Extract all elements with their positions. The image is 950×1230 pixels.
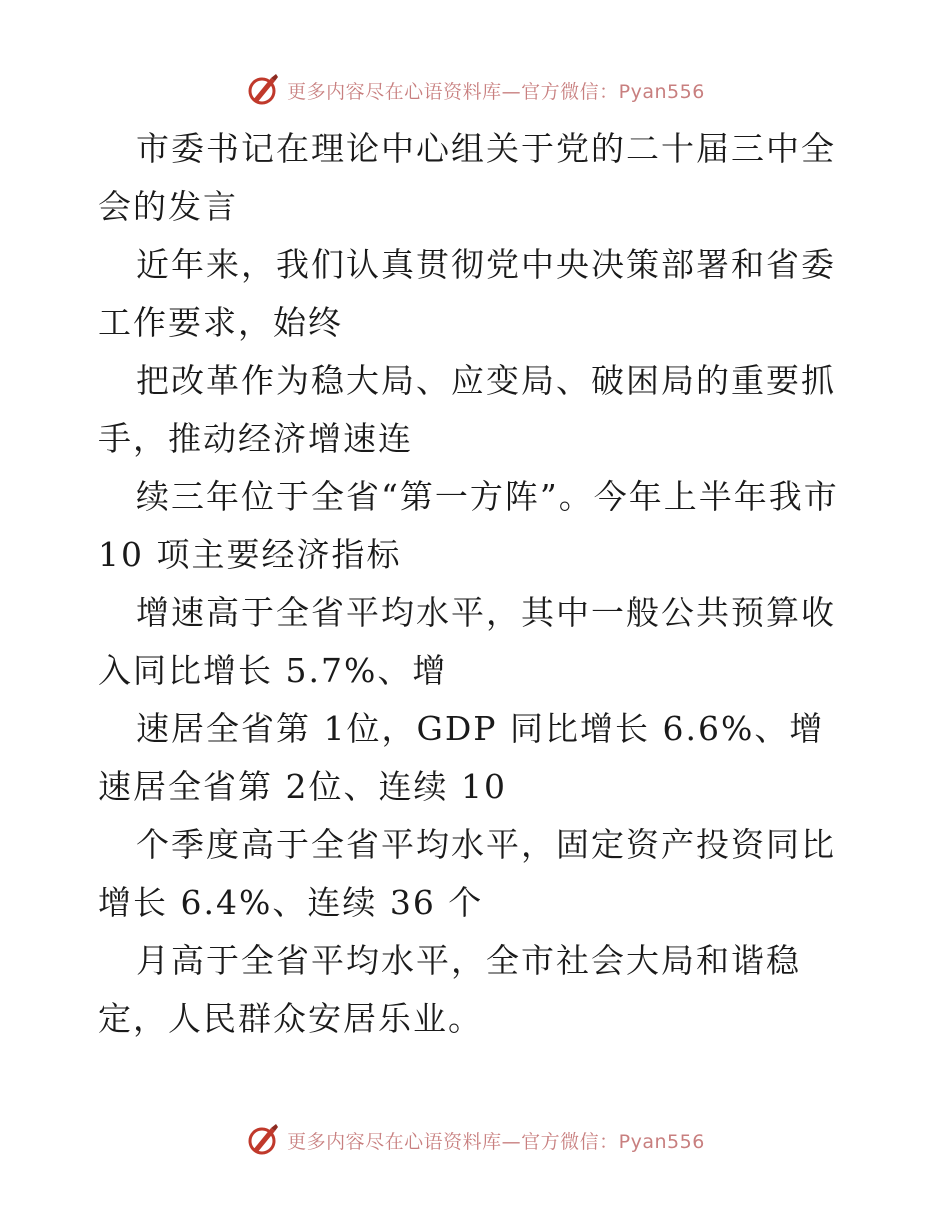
pen-logo-icon xyxy=(245,1122,281,1158)
document-body xyxy=(98,120,858,1048)
paragraph-title: 市委书记在理论中心组关于党的二十届三中全会的发言 xyxy=(98,129,836,226)
paragraph: 月高于全省平均水平，全市社会大局和谐稳定，人民群众安居乐业。 xyxy=(98,941,801,1038)
header-banner xyxy=(0,68,950,112)
paragraph: 把改革作为稳大局、应变局、破困局的重要抓手，推动经济增速连 xyxy=(98,361,836,458)
paragraph: 个季度高于全省平均水平，固定资产投资同比增长 6.4%、连续 36 个 xyxy=(98,825,836,922)
paragraph: 近年来，我们认真贯彻党中央决策部署和省委工作要求，始终 xyxy=(98,245,836,342)
header-banner-text: 更多内容尽在心语资料库—官方微信：Pyan556 xyxy=(287,80,705,103)
paragraph: 增速高于全省平均水平，其中一般公共预算收入同比增长 5.7%、增 xyxy=(98,593,836,690)
pen-logo-icon xyxy=(245,72,281,108)
paragraph: 续三年位于全省“第一方阵”。今年上半年我市 10 项主要经济指标 xyxy=(98,477,839,574)
footer-banner xyxy=(0,1118,950,1162)
footer-banner-text: 更多内容尽在心语资料库—官方微信：Pyan556 xyxy=(287,1130,705,1153)
paragraph: 速居全省第 1位，GDP 同比增长 6.6%、增速居全省第 2位、连续 10 xyxy=(98,709,825,806)
